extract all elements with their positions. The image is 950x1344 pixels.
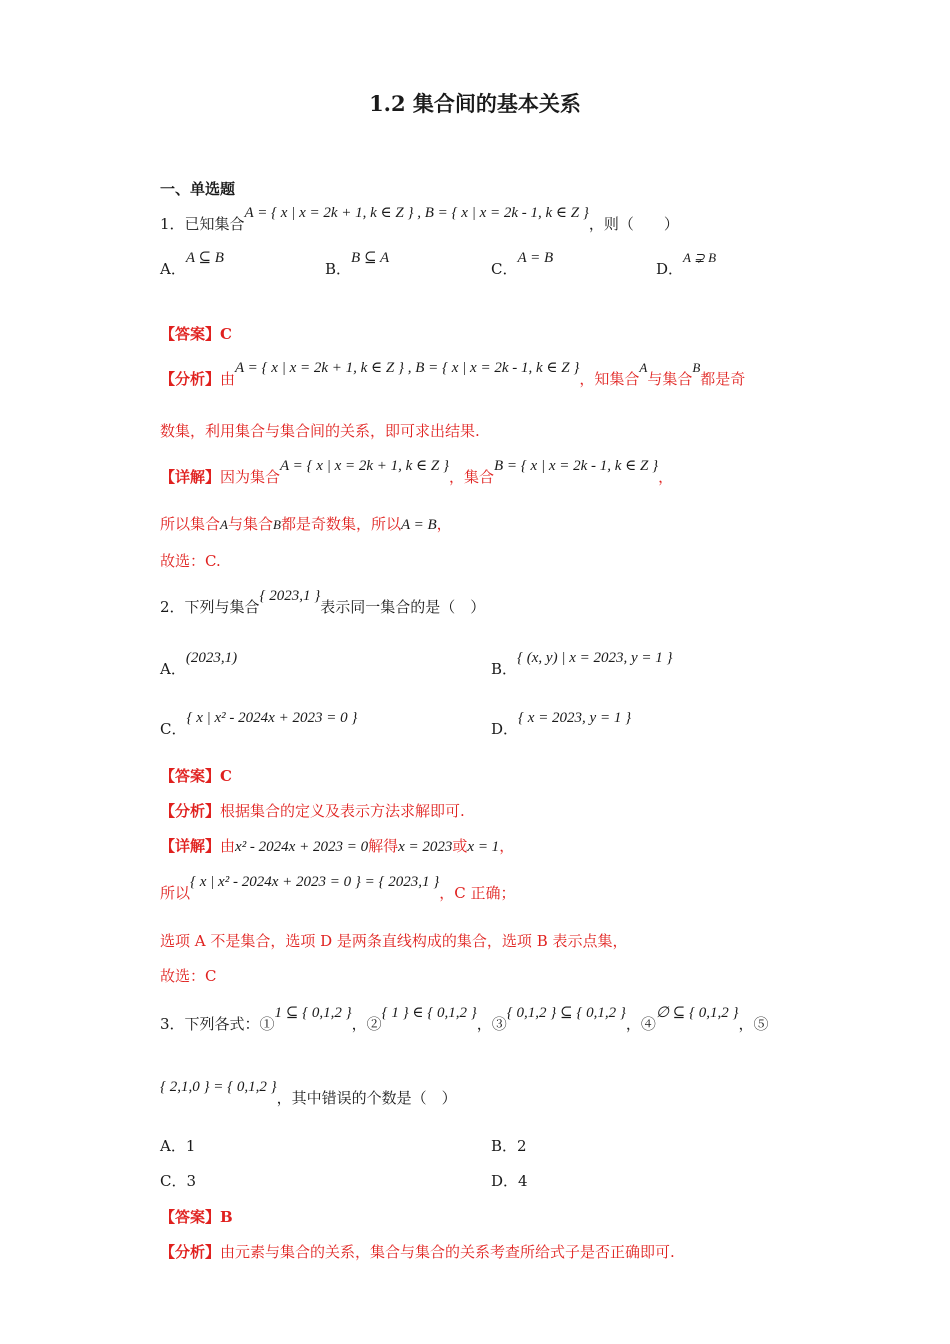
q2-detail-math-eq: x² - 2024x + 2023 = 0 <box>235 839 369 855</box>
q3-option-b: B．2 <box>491 1137 527 1155</box>
q1-answer: 【答案】C <box>160 325 232 343</box>
q1-stem-math: A = { x | x = 2k + 1, k ∈ Z } , B = { x | x = 2k - 1, k ∈ Z } <box>244 205 589 221</box>
q1-option-b: B．B ⊆ A <box>325 250 390 278</box>
q1-stem: 1．已知集合 <box>160 215 245 233</box>
q1-stem-tail: ，则（ ） <box>588 215 679 233</box>
q1-option-a: A．A ⊆ B <box>160 250 224 278</box>
q2-option-b: B．{ (x, y) | x = 2023, y = 1 } <box>491 650 673 678</box>
q1-detail-line2: 所以集合A与集合B都是奇数集，所以A = B， <box>160 515 452 533</box>
q2-detail-line2-math: { x | x² - 2024x + 2023 = 0 } = { 2023,1 } <box>190 874 440 890</box>
q2-stem: 2．下列与集合 <box>160 598 260 616</box>
q2-option-d-math: { x = 2023, y = 1 } <box>518 710 632 726</box>
q2-answer: 【答案】C <box>160 767 232 785</box>
q2-choose: 故选：C <box>160 967 217 985</box>
q3-option-a: A．1 <box>160 1137 196 1155</box>
q3-answer: 【答案】B <box>160 1208 233 1226</box>
page-title: 1.2 集合间的基本关系 <box>369 91 581 116</box>
q3-option-c: C．3 <box>160 1172 197 1190</box>
question-3: 3．下列各式：①1 ⊆ { 0,1,2 }，②{ 1 } ∈ { 0,1,2 }，③{ 0,1,2 } ⊆ { 0,1,2 }，④∅ ⊆ { 0,1,2 }，⑤ <box>160 1005 769 1033</box>
q1-detail-math-a: A = { x | x = 2k + 1, k ∈ Z } <box>280 458 449 474</box>
q3-stem: 3．下列各式：① <box>160 1015 275 1033</box>
q3-analysis: 【分析】由元素与集合的关系，集合与集合的关系考查所给式子是否正确即可. <box>160 1243 675 1261</box>
q1-detail-math-b: B = { x | x = 2k - 1, k ∈ Z } <box>494 458 659 474</box>
q3-expr-5: { 2,1,0 } = { 0,1,2 } <box>160 1079 277 1095</box>
q1-option-c: C．A = B <box>491 250 554 278</box>
q2-analysis: 【分析】根据集合的定义及表示方法求解即可. <box>160 802 465 820</box>
q2-detail-line3: 选项 A 不是集合，选项 D 是两条直线构成的集合，选项 B 表示点集， <box>160 932 628 950</box>
q1-analysis-line2: 数集，利用集合与集合间的关系，即可求出结果. <box>160 422 480 440</box>
q1-option-a-math: A ⊆ B <box>185 250 224 266</box>
q1-option-c-math: A = B <box>517 250 554 266</box>
q2-detail-line2: 所以{ x | x² - 2024x + 2023 = 0 } = { 2023,1 }，C 正确； <box>160 874 516 902</box>
q2-option-b-math: { (x, y) | x = 2023, y = 1 } <box>517 650 673 666</box>
q3-expr-2: { 1 } ∈ { 0,1,2 } <box>381 1005 477 1021</box>
q3-option-d: D．4 <box>491 1172 528 1190</box>
q2-option-c-math: { x | x² - 2024x + 2023 = 0 } <box>186 710 358 726</box>
q1-choose: 故选：C. <box>160 552 221 570</box>
q2-option-c: C．{ x | x² - 2024x + 2023 = 0 } <box>160 710 358 738</box>
q2-stem-tail: 表示同一集合的是（ ） <box>320 598 486 616</box>
section-heading: 一、单选题 <box>160 180 236 198</box>
q2-option-d: D．{ x = 2023, y = 1 } <box>491 710 632 738</box>
q1-option-b-math: B ⊆ A <box>351 250 390 266</box>
q1-analysis-math: A = { x | x = 2k + 1, k ∈ Z } , B = { x | x = 2k - 1, k ∈ Z } <box>235 360 580 376</box>
q3-stem-line2 <box>160 1079 457 1108</box>
q3-expr-1: 1 ⊆ { 0,1,2 } <box>274 1005 352 1021</box>
q3-expr-4: ∅ ⊆ { 0,1,2 } <box>655 1005 739 1021</box>
q2-stem-math: { 2023,1 } <box>259 588 321 604</box>
question-1 <box>160 205 679 234</box>
q2-detail: 【详解】由x² - 2024x + 2023 = 0解得x = 2023或x = 1， <box>160 837 515 855</box>
q1-option-d-math: A ⊋ B <box>683 250 717 265</box>
q2-option-a-math: (2023,1) <box>185 650 238 666</box>
q1-detail: 【详解】因为集合A = { x | x = 2k + 1, k ∈ Z }，集合B = { x | x = 2k - 1, k ∈ Z }， <box>160 458 674 486</box>
question-2 <box>160 588 486 617</box>
q2-option-a: A．(2023,1) <box>160 650 238 678</box>
q3-expr-3: { 0,1,2 } ⊆ { 0,1,2 } <box>506 1005 626 1021</box>
q3-stem-tail: ，其中错误的个数是（ ） <box>276 1089 457 1107</box>
q1-option-d: D．A ⊋ B <box>656 250 717 278</box>
q1-analysis: 【分析】由A = { x | x = 2k + 1, k ∈ Z } , B = { x | x = 2k - 1, k ∈ Z }，知集合A与集合B都是奇 <box>160 360 746 388</box>
